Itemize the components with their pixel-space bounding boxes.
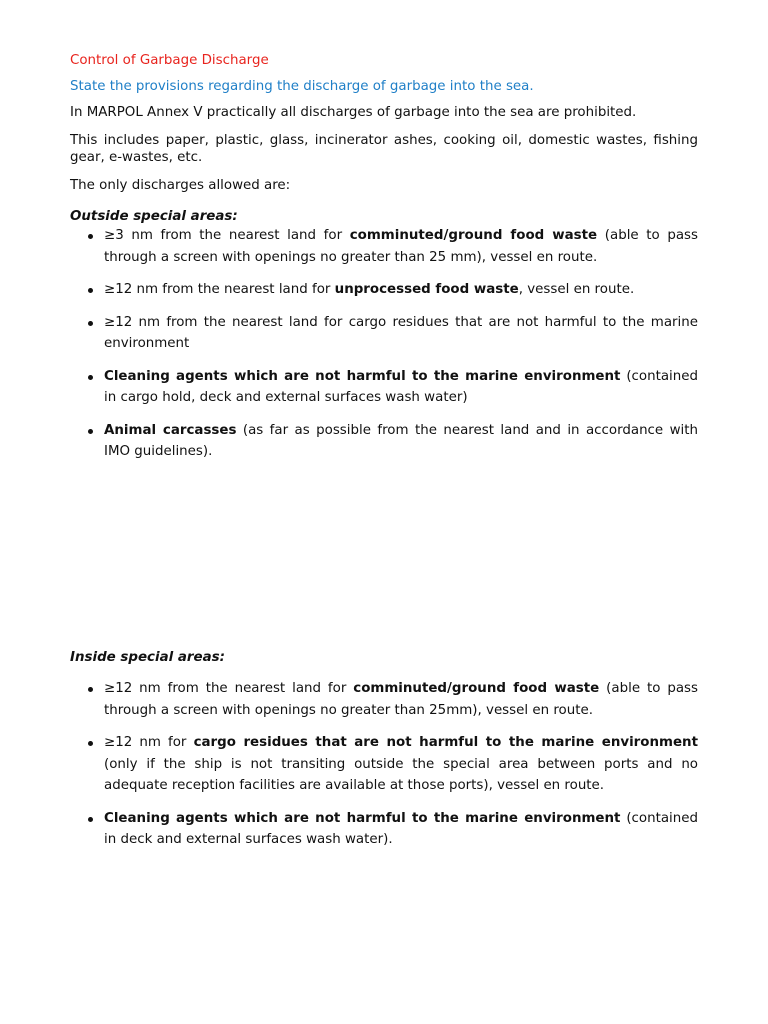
inside-special-areas-list — [70, 678, 698, 851]
bullet-icon — [88, 687, 93, 692]
list-item — [70, 366, 698, 409]
list-item — [70, 420, 698, 463]
intro-paragraph: In MARPOL Annex V practically all discharges of garbage into the sea are prohibited. — [70, 105, 637, 120]
list-item — [70, 312, 698, 355]
item-bold-text: unprocessed food waste — [334, 282, 519, 297]
outside-special-areas-list — [70, 225, 698, 463]
outside-special-areas-heading: Outside special areas: — [70, 209, 238, 224]
document-title: Control of Garbage Discharge — [70, 53, 269, 68]
bullet-icon — [88, 817, 93, 822]
item-text: (able to pass through a screen with openings no greater than 25 mm), vessel en route. — [104, 228, 698, 265]
document-page — [70, 52, 698, 847]
bullet-icon — [88, 741, 93, 746]
list-item — [70, 732, 698, 797]
item-text: , vessel en route. — [518, 282, 635, 297]
item-bold-text: cargo residues that are not harmful to the marine environment — [193, 735, 698, 750]
item-text: ≥12 nm for — [104, 735, 194, 750]
bullet-icon — [88, 234, 93, 239]
item-text: ≥12 nm from the nearest land for — [104, 681, 354, 696]
item-bold-text: Cleaning agents which are not harmful to the marine environment — [104, 368, 621, 384]
item-bold-text: Cleaning agents which are not harmful to the marine environment — [104, 810, 621, 826]
bullet-icon — [88, 321, 93, 326]
list-item — [70, 678, 698, 721]
allowed-discharges-lead: The only discharges allowed are: — [70, 178, 291, 193]
list-item — [70, 279, 698, 301]
item-bold-text: comminuted/ground food waste — [353, 681, 600, 696]
bullet-icon — [88, 375, 93, 380]
question-text: State the provisions regarding the discharge of garbage into the sea. — [70, 79, 534, 94]
list-item — [70, 225, 698, 268]
list-item — [70, 808, 698, 851]
item-text: ≥3 nm from the nearest land for — [104, 228, 350, 243]
item-text: (contained in cargo hold, deck and external surfaces wash water) — [104, 368, 698, 405]
examples-paragraph: This includes paper, plastic, glass, incinerator ashes, cooking oil, domestic wastes, fishing gear, e-wastes, etc. — [70, 133, 698, 165]
item-text: (as far as possible from the nearest land and in accordance with IMO guidelines). — [104, 422, 698, 459]
bullet-icon — [88, 288, 93, 293]
item-bold-text: comminuted/ground food waste — [349, 228, 598, 243]
bullet-icon — [88, 429, 93, 434]
item-text: ≥12 nm from the nearest land for — [104, 282, 335, 297]
item-bold-text: Animal carcasses — [104, 422, 237, 438]
item-text: (only if the ship is not transiting outside the special area between ports and no adequate reception facilities are available at those ports), vessel en route. — [104, 756, 698, 793]
inside-special-areas-heading: Inside special areas: — [70, 650, 225, 665]
item-text: (contained in deck and external surfaces wash water). — [104, 810, 698, 847]
item-text: (able to pass through a screen with openings no greater than 25mm), vessel en route. — [104, 681, 698, 718]
item-text: ≥12 nm from the nearest land for cargo residues that are not harmful to the marine environment — [104, 314, 698, 351]
